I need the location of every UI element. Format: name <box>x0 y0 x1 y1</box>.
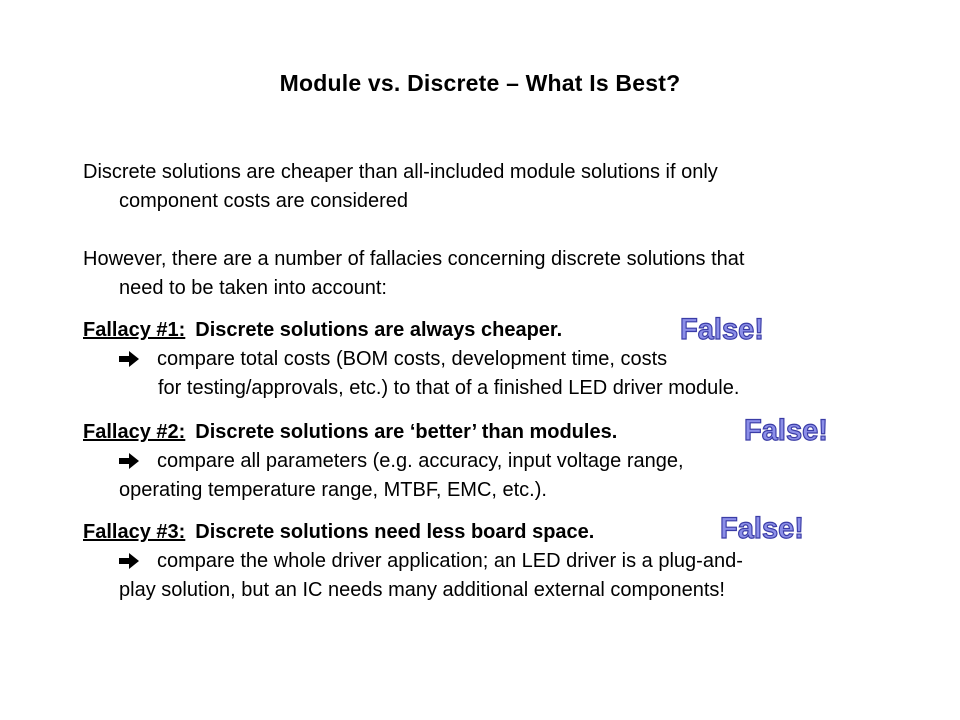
however-line-1: However, there are a number of fallacies concerning discrete solutions that <box>83 248 745 270</box>
fallacy-3-line-2: play solution, but an IC needs many additional external components! <box>119 579 725 601</box>
fallacy-2-heading <box>83 418 617 447</box>
fallacy-1-claim: Discrete solutions are always cheaper. <box>195 319 563 341</box>
slide-title: Module vs. Discrete – What Is Best? <box>279 70 681 96</box>
fallacy-2-line-1-wrap <box>119 450 684 472</box>
intro-line-1: Discrete solutions are cheaper than all-included module solutions if only <box>83 161 718 183</box>
intro-paragraph <box>83 158 903 216</box>
arrow-right-icon <box>119 553 139 569</box>
fallacy-2-line-1: compare all parameters (e.g. accuracy, input voltage range, <box>157 450 684 472</box>
fallacy-3-line-1-wrap <box>119 550 743 572</box>
fallacy-2-claim: Discrete solutions are ‘better’ than modules. <box>195 421 618 443</box>
fallacy-1-heading <box>83 316 562 345</box>
false-stamp-1-text: False! <box>680 313 764 346</box>
fallacy-3-label: Fallacy #3: <box>83 521 186 543</box>
fallacy-3-claim: Discrete solutions need less board space. <box>195 521 595 543</box>
fallacy-2-body <box>119 447 909 505</box>
arrow-right-icon <box>119 351 139 367</box>
fallacy-1-line-1-wrap <box>119 348 667 370</box>
intro-line-2: component costs are considered <box>119 190 409 212</box>
however-paragraph <box>83 245 903 303</box>
false-stamp-3 <box>716 507 808 547</box>
fallacy-1-label: Fallacy #1: <box>83 319 186 341</box>
fallacy-2-label: Fallacy #2: <box>83 421 186 443</box>
false-stamp-1 <box>676 308 768 348</box>
fallacy-3-body <box>119 547 909 605</box>
fallacy-1-line-1: compare total costs (BOM costs, development time, costs <box>157 348 668 370</box>
fallacy-2-line-2: operating temperature range, MTBF, EMC, etc.). <box>119 479 547 501</box>
fallacy-3-heading <box>83 518 594 547</box>
fallacy-1-line-2: for testing/approvals, etc.) to that of a finished LED driver module. <box>158 377 740 399</box>
arrow-right-icon <box>119 453 139 469</box>
false-stamp-2 <box>740 409 832 449</box>
false-stamp-3-text: False! <box>720 512 804 545</box>
however-line-2: need to be taken into account: <box>119 277 387 299</box>
fallacy-3-line-1: compare the whole driver application; an LED driver is a plug-and- <box>157 550 743 572</box>
false-stamp-2-text: False! <box>744 414 828 447</box>
fallacy-1-body <box>119 345 909 403</box>
